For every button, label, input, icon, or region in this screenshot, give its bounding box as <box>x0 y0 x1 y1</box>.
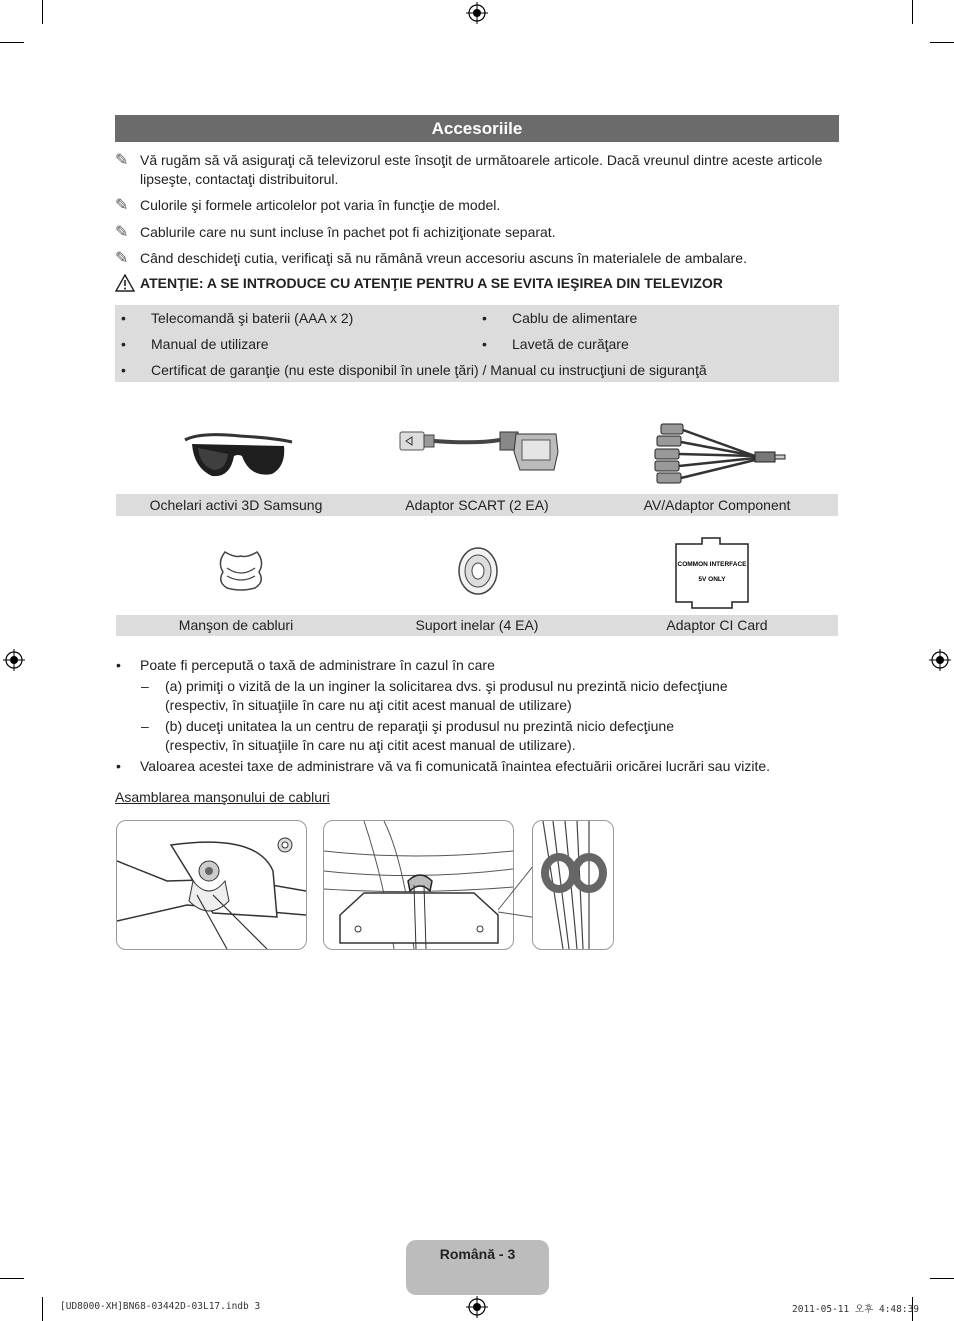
accessory-label: Adaptor CI Card <box>666 617 768 633</box>
included-item: Telecomandă şi baterii (AAA x 2) <box>151 310 354 326</box>
accessory-label: Suport inelar (4 EA) <box>415 617 539 633</box>
note-pencil-icon: ✎ <box>115 152 129 169</box>
list-item: • Certificat de garanţie (nu este disponibil în unele ţări) / Manual cu instrucţiuni de siguranţă <box>121 362 707 378</box>
crop-mark <box>930 42 954 43</box>
note-text: Vă rugăm să vă asiguraţi că televizorul este însoţit de următoarele articole. Dacă vreunul dintre aceste articole lipseşte, contactaţi distribuitorul. <box>140 152 823 187</box>
list-item: • Lavetă de curăţare <box>482 336 629 352</box>
page-number: Română - 3 <box>439 1246 516 1262</box>
cable-sleeve-illustration <box>215 548 267 592</box>
scart-adapter-illustration <box>396 428 562 478</box>
note-item <box>115 151 835 189</box>
list-item: – (a) primiţi o vizită de la un inginer la solicitarea dvs. şi produsul nu prezintă nicio defecţiune (respectiv, în situaţiile în care nu aţi citit acest manual de utilizare) <box>141 678 728 713</box>
accessory-label: Manşon de cabluri <box>178 617 294 633</box>
fee-final: Valoarea acestei taxe de administrare vă va fi comunicată înaintea efectuării oricărei lucrări sau vizite. <box>140 758 771 774</box>
note-text: Culorile şi formele articolelor pot varia în funcţie de model. <box>140 197 501 213</box>
fee-case-line: (respectiv, în situaţiile în care nu aţi citit acest manual de utilizare) <box>165 697 572 713</box>
registration-mark-icon <box>466 2 488 24</box>
print-date-info: 2011-05-11 오후 4:48:39 <box>792 1304 920 1315</box>
section-title: Accesoriile <box>115 115 839 142</box>
accessory-label: Ochelari activi 3D Samsung <box>149 497 323 513</box>
list-item: – (b) duceţi unitatea la un centru de reparaţii şi produsul nu prezintă nicio defecţiune (respectiv, în situaţiile în care nu aţi citit acest manual de utilizare). <box>141 718 674 753</box>
list-item: • Cablu de alimentare <box>482 310 638 326</box>
accessory-label: AV/Adaptor Component <box>643 497 791 513</box>
note-text: Cablurile care nu sunt incluse în pachet pot fi achiziţionate separat. <box>140 224 556 240</box>
note-item <box>115 196 835 215</box>
registration-mark-icon <box>929 649 951 671</box>
note-pencil-icon: ✎ <box>115 197 129 214</box>
ring-holder-illustration <box>456 546 500 596</box>
fee-case-line: (b) duceţi unitatea la un centru de reparaţii şi produsul nu prezintă nicio defecţiune <box>165 718 674 734</box>
list-item: • Valoarea acestei taxe de administrare vă va fi comunicată înaintea efectuării oricărei lucrări sau vizite. <box>116 758 771 774</box>
warning-note <box>115 275 835 291</box>
assembly-step-2-illustration <box>323 820 514 950</box>
print-file-info: [UD8000-XH]BN68-03442D-03L17.indb 3 <box>60 1301 261 1312</box>
accessory-caption-row <box>116 615 838 636</box>
note-pencil-icon: ✎ <box>115 250 129 267</box>
warning-triangle-icon <box>115 274 135 292</box>
crop-mark <box>0 1278 24 1279</box>
accessory-caption-row <box>116 494 838 516</box>
ci-card-adapter-illustration <box>672 536 752 610</box>
crop-mark <box>42 1297 43 1321</box>
crop-mark <box>0 42 24 43</box>
assembly-step-1-illustration <box>116 820 307 950</box>
crop-mark <box>912 0 913 24</box>
included-item: Manual de utilizare <box>151 336 269 352</box>
assembly-detail-illustration <box>532 820 614 950</box>
included-item: Lavetă de curăţare <box>512 336 629 352</box>
included-item: Cablu de alimentare <box>512 310 638 326</box>
list-item: • Manual de utilizare <box>121 336 269 352</box>
accessory-label: Adaptor SCART (2 EA) <box>405 497 549 513</box>
assembly-heading: Asamblarea manşonului de cabluri <box>115 789 330 805</box>
fee-case-line: (a) primiţi o vizită de la un inginer la solicitarea dvs. şi produsul nu prezintă nicio defecţiune <box>165 678 728 694</box>
ci-card-label: 5V ONLY <box>698 576 726 583</box>
note-text: Când deschideţi cutia, verificaţi să nu rămână vreun accesoriu ascuns în materialele de ambalare. <box>140 250 747 266</box>
list-item: • Telecomandă şi baterii (AAA x 2) <box>121 310 354 326</box>
note-item <box>115 249 835 268</box>
registration-mark-icon <box>3 649 25 671</box>
warning-text: ATENŢIE: A SE INTRODUCE CU ATENŢIE PENTRU A SE EVITA IEŞIREA DIN TELEVIZOR <box>140 275 723 291</box>
crop-mark <box>42 0 43 24</box>
fee-case-line: (respectiv, în situaţiile în care nu aţi citit acest manual de utilizare). <box>165 737 576 753</box>
list-item: • Poate fi percepută o taxă de administrare în cazul în care <box>116 657 495 673</box>
included-item: Certificat de garanţie (nu este disponibil în unele ţări) / Manual cu instrucţiuni de siguranţă <box>151 362 707 378</box>
note-item <box>115 223 835 242</box>
ci-card-label: COMMON INTERFACE <box>677 561 747 568</box>
av-component-adapter-illustration <box>643 420 788 490</box>
registration-mark-icon <box>466 1296 488 1318</box>
crop-mark <box>930 1278 954 1279</box>
fee-info <box>116 656 836 776</box>
fee-intro: Poate fi percepută o taxă de administrare în cazul în care <box>140 657 495 673</box>
note-pencil-icon: ✎ <box>115 224 129 241</box>
3d-glasses-illustration <box>180 428 295 486</box>
